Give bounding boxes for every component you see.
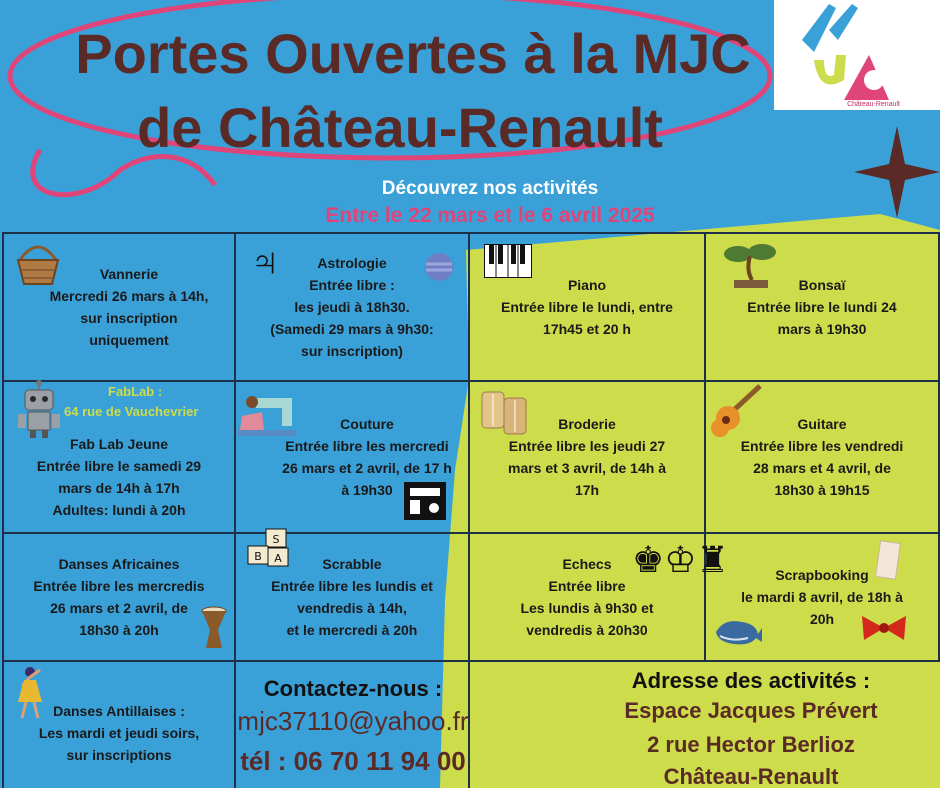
fablab-address: 64 rue de Vauchevrier <box>64 404 199 419</box>
activity-detail: Adultes: lundi à 20h <box>52 502 186 518</box>
ribbon-bow-icon <box>856 612 912 644</box>
basket-icon <box>14 240 62 288</box>
scrabble-tile-a: A <box>274 552 282 565</box>
address-line3: Château-Renault <box>663 764 839 788</box>
activity-detail: Entrée libre le lundi, entre <box>501 299 673 315</box>
activity-name: Guitare <box>797 416 847 432</box>
activity-name: Danses Africaines <box>58 556 180 572</box>
activity-name: Fab Lab Jeune <box>69 436 169 452</box>
dates: Entre le 22 mars et le 6 avril 2025 <box>325 204 655 227</box>
planet-icon <box>424 252 454 282</box>
whale-icon <box>712 612 764 648</box>
activity-detail: vendredis à 14h, <box>297 600 407 616</box>
activity-name: Broderie <box>558 416 616 432</box>
activity-detail: Entrée libre <box>548 578 626 594</box>
fablab-title: FabLab : <box>108 384 163 399</box>
bonsai-icon <box>722 240 778 292</box>
activity-name: Couture <box>340 416 394 432</box>
contact-heading: Contactez-nous : <box>263 676 443 701</box>
logo-caption: Château-Renault <box>847 101 900 108</box>
activity-detail: (Samedi 29 mars à 9h30: <box>270 321 434 337</box>
djembe-icon <box>200 606 228 650</box>
page-title-line1: Portes Ouvertes à la MJC <box>75 22 751 85</box>
activity-detail: Entrée libre : <box>309 277 395 293</box>
activity-detail: Entrée libre les mercredi <box>285 438 449 454</box>
chess-pieces-icon: ♚♔♜ <box>632 539 729 580</box>
activity-name: Scrabble <box>322 556 382 572</box>
activity-detail: Entrée libre les vendredi <box>740 438 904 454</box>
activity-detail: 17h <box>574 482 600 498</box>
piano-keys-icon <box>484 244 532 278</box>
activity-detail: sur inscription) <box>301 343 403 359</box>
activity-detail: sur inscriptions <box>66 747 172 763</box>
dancer-icon <box>14 666 46 720</box>
activity-detail: les jeudi à 18h30. <box>294 299 410 315</box>
activity-detail: 17h45 et 20 h <box>543 321 631 337</box>
activity-detail: 18h30 à 20h <box>79 622 159 638</box>
activity-detail: Entrée libre le samedi 29 <box>36 458 202 474</box>
robot-icon <box>14 380 64 440</box>
address-heading: Adresse des activités : <box>631 668 871 693</box>
activity-name: Astrologie <box>317 255 387 271</box>
guitar-icon <box>708 384 762 438</box>
activity-name: Bonsaï <box>798 277 846 293</box>
activity-detail: Entrée libre les mercredis <box>33 578 205 594</box>
activity-detail: 28 mars et 4 avril, de <box>753 460 891 476</box>
mjc-logo <box>774 0 940 110</box>
activity-detail: Entrée libre le lundi 24 <box>747 299 897 315</box>
activity-detail: mars à 19h30 <box>777 321 867 337</box>
contact-email[interactable]: mjc37110@yahoo.fr <box>237 706 469 736</box>
thread-spools-icon <box>478 384 534 440</box>
page-title-line2: de Château-Renault <box>137 96 663 159</box>
activity-detail: Entrée libre les jeudi 27 <box>508 438 666 454</box>
address-line1: Espace Jacques Prévert <box>624 698 878 723</box>
activity-detail: vendredis à 20h30 <box>526 622 648 638</box>
activity-detail: 18h30 à 19h15 <box>774 482 870 498</box>
activity-detail: Les lundis à 9h30 et <box>520 600 654 616</box>
activity-detail: 26 mars et 2 avril, de 17 h <box>282 460 452 476</box>
activity-detail: le mardi 8 avril, de 18h à <box>741 589 903 605</box>
scrabble-tile-b: B <box>254 550 262 563</box>
activity-detail: mars de 14h à 17h <box>58 480 180 496</box>
activity-detail: uniquement <box>89 332 169 348</box>
activity-detail: Entrée libre les lundis et <box>271 578 433 594</box>
activity-detail: à 19h30 <box>341 482 393 498</box>
subtitle: Découvrez nos activités <box>381 178 599 199</box>
activity-detail: et le mercredi à 20h <box>286 622 418 638</box>
address-line2: 2 rue Hector Berlioz <box>647 732 855 757</box>
activity-name: Vannerie <box>99 266 159 282</box>
activity-detail: sur inscription <box>80 310 178 326</box>
sewing-machine-icon <box>402 478 448 524</box>
contact-phone[interactable]: tél : 06 70 11 94 00 <box>240 746 466 776</box>
sewing-woman-icon <box>238 390 296 440</box>
activity-detail: 20h <box>809 611 835 627</box>
scrabble-tiles-icon <box>244 528 296 568</box>
activity-name: Piano <box>567 277 607 293</box>
activity-detail: 26 mars et 2 avril, de <box>50 600 188 616</box>
scrabble-tile-s: S <box>272 533 280 546</box>
activity-detail: mars et 3 avril, de 14h à <box>508 460 666 476</box>
activity-name: Echecs <box>562 556 612 572</box>
activity-name: Danses Antillaises : <box>53 703 185 719</box>
activity-name: Scrapbooking <box>775 567 869 583</box>
activity-detail: Les mardi et jeudi soirs, <box>38 725 200 741</box>
jupiter-icon: ♃ <box>250 240 280 284</box>
paper-strip-icon <box>876 540 902 580</box>
activity-detail: Mercredi 26 mars à 14h, <box>49 288 209 304</box>
